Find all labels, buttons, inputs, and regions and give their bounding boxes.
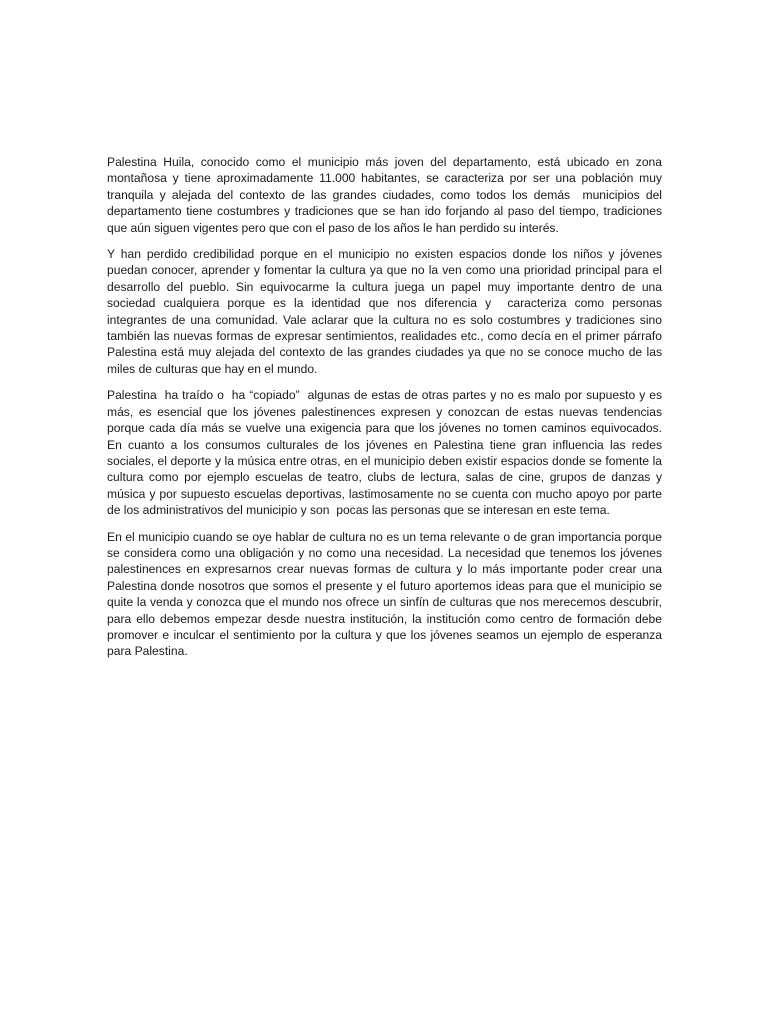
document-body [107, 154, 666, 670]
paragraph-2: Y han perdido credibilidad porque en el municipio no existen espacios donde los niños y jóvenes puedan conocer, aprender y fomentar la cultura ya que no la ven como una prioridad principal para el desarrollo del pueblo. Sin equivocarme la cultura juega un papel muy importante dentro de una sociedad cualquiera porque es la identidad que nos diferencia y caracteriza como personas integrantes de una comunidad. Vale aclarar que la cultura no es solo costumbres y tradiciones sino también las nuevas formas de expresar sentimientos, realidades etc., como decía en el primer párrafo Palestina está muy alejada del contexto de las grandes ciudades ya que no se conoce mucho de las miles de culturas que hay en el mundo. [107, 247, 666, 376]
paragraph-1: Palestina Huila, conocido como el municipio más joven del departamento, está ubicado en zona montañosa y tiene aproximadamente 11.000 habitantes, se caracteriza por ser una población muy tranquila y alejada del contexto de las grandes ciudades, como todos los demás municipios del departamento tiene costumbres y tradiciones que se han ido forjando al paso del tiempo, tradiciones que aún siguen vigentes pero que con el paso de los años le han perdido su interés. [107, 155, 666, 235]
paragraph-4: En el municipio cuando se oye hablar de cultura no es un tema relevante o de gran importancia porque se considera como una obligación y no como una necesidad. La necesidad que tenemos los jóvenes palestinences en expresarnos crear nuevas formas de cultura y lo más importante poder crear una Palestina donde nosotros que somos el presente y el futuro aportemos ideas para que el municipio se quite la venda y conozca que el mundo nos ofrece un sinfín de culturas que nos merecemos descubrir, para ello debemos empezar desde nuestra institución, la institución como centro de formación debe promover e inculcar el sentimiento por la cultura y que los jóvenes seamos un ejemplo de esperanza para Palestina. [107, 529, 666, 659]
paragraph-3: Palestina ha traído o ha “copiado” algunas de estas de otras partes y no es malo por supuesto y es más, es esencial que los jóvenes palestinences expresen y conozcan de estas nuevas tendencias porque cada día más se vuelve una exigencia para que los jóvenes no tomen caminos equivocados. En cuanto a los consumos culturales de los jóvenes en Palestina tiene gran influencia las redes sociales, el deporte y la música entre otras, en el municipio deben existir espacios donde se fomente la cultura como por ejemplo escuelas de teatro, clubs de lectura, salas de cine, grupos de danzas y música y por supuesto escuelas deportivas, lastimosamente no se cuenta con mucho apoyo por parte de los administrativos del municipio y son pocas las personas que se interesan en este tema. [107, 388, 666, 518]
